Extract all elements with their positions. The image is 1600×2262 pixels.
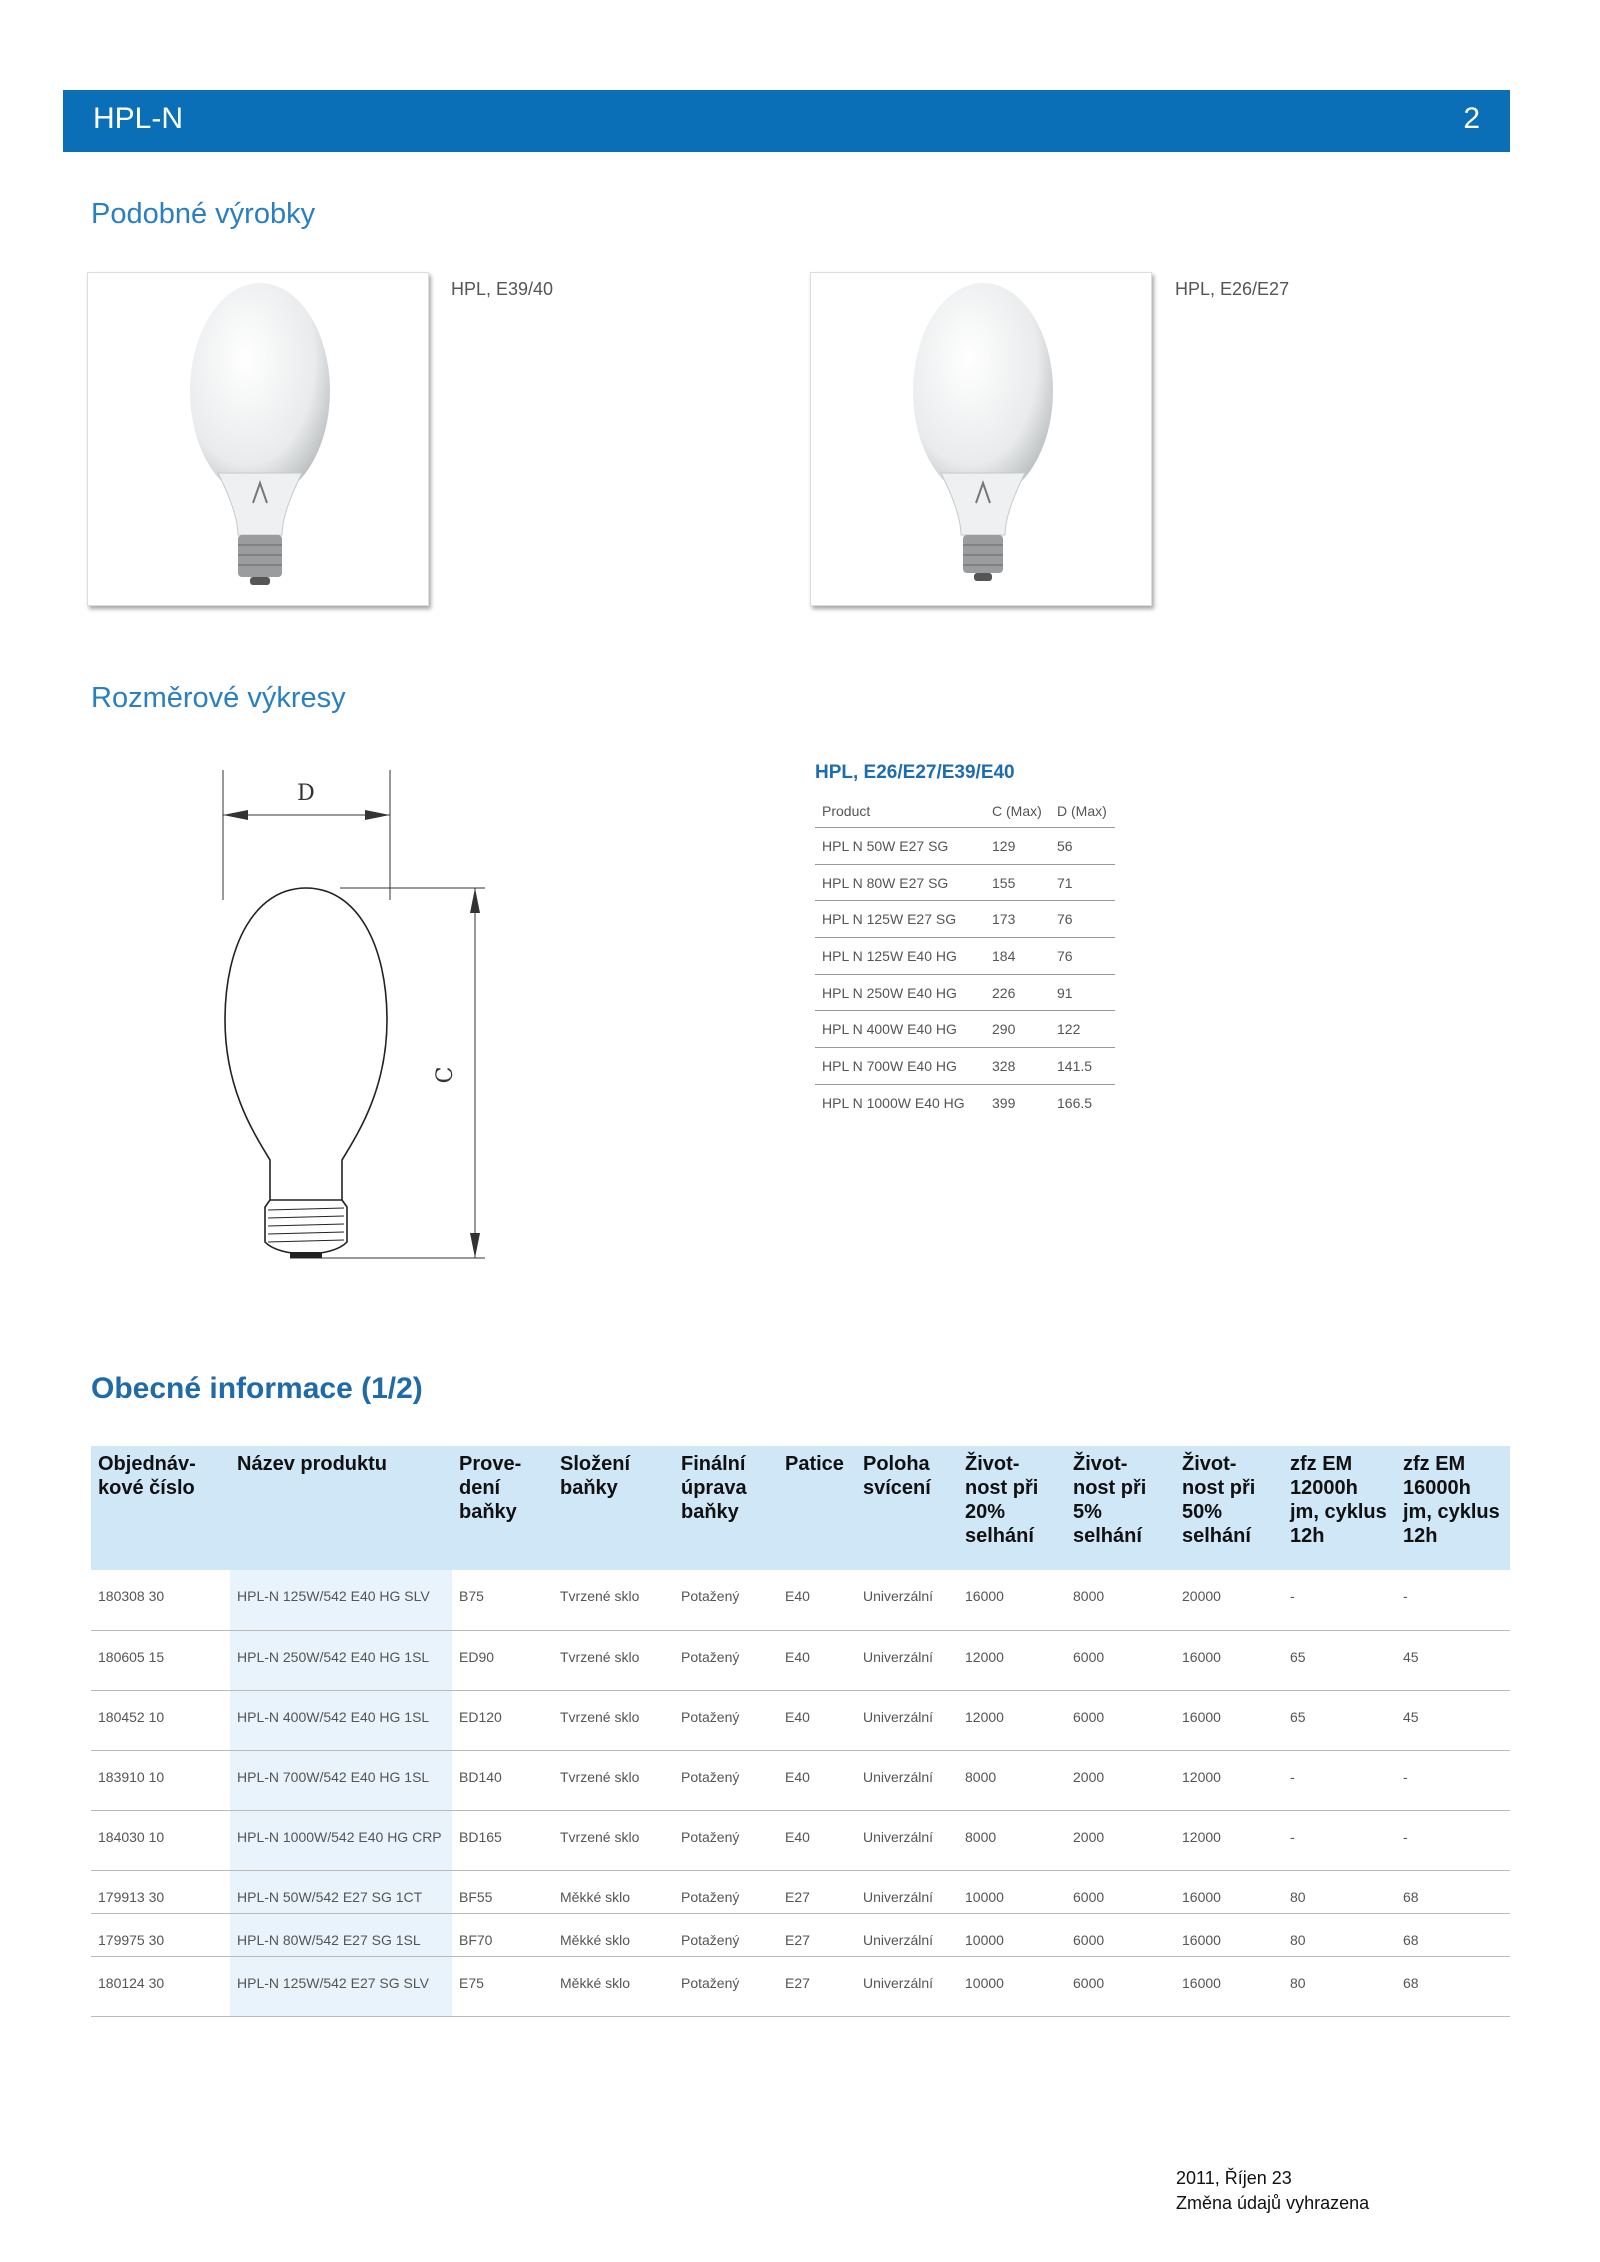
cell: 2000 [1066,1810,1175,1870]
cell: E27 [778,1956,856,2016]
cell: 180124 30 [91,1956,230,2016]
table-row [815,938,1115,975]
cell: Tvrzené sklo [553,1570,674,1630]
cell: 173 [985,901,1050,938]
cell: BF55 [452,1870,553,1913]
cell: 8000 [958,1750,1066,1810]
cell: Potažený [674,1913,778,1956]
drawings-title: Rozměrové výkresy [91,682,346,714]
cell: Tvrzené sklo [553,1810,674,1870]
cell: 45 [1396,1630,1510,1690]
cell: Univerzální [856,1570,958,1630]
cell: Potažený [674,1690,778,1750]
general-info-table [91,1446,1510,2017]
cell: 328 [985,1048,1050,1085]
dimension-drawing [200,770,500,1270]
general-info-title: Obecné informace (1/2) [91,1372,423,1405]
cell: Univerzální [856,1956,958,2016]
cell: HPL N 1000W E40 HG [822,1094,965,1111]
column-header: Složení baňky [553,1446,674,1570]
cell: 6000 [1066,1630,1175,1690]
product-image-1 [87,272,429,606]
cell: E40 [778,1690,856,1750]
cell: Univerzální [856,1870,958,1913]
cell: HPL N 125W E27 SG [815,901,985,938]
footer-date: 2011, Říjen 23 [1176,2168,1292,2188]
cell: HPL N 50W E27 SG [815,828,985,865]
cell: B75 [452,1570,553,1630]
cell: - [1283,1750,1396,1810]
label-c: C [433,1066,458,1084]
cell: Měkké sklo [553,1956,674,2016]
table-row [815,1011,1115,1048]
column-header: C (Max) [985,795,1050,828]
cell: HPL-N 50W/542 E27 SG 1CT [230,1870,452,1913]
cell: HPL N 80W E27 SG [815,864,985,901]
cell: Univerzální [856,1750,958,1810]
cell: 10000 [958,1870,1066,1913]
table-row [91,1750,1510,1810]
dimension-table-title: HPL, E26/E27/E39/E40 [815,762,1015,783]
table-row [91,1913,1510,1956]
cell: Potažený [674,1750,778,1810]
cell: 12000 [958,1690,1066,1750]
cell: HPL N 125W E40 HG [815,938,985,975]
cell: 155 [985,864,1050,901]
column-header: Objednáv-kové číslo [91,1446,230,1570]
cell: Univerzální [856,1690,958,1750]
cell: E40 [778,1630,856,1690]
table-row [91,1870,1510,1913]
cell: 68 [1396,1913,1510,1956]
cell: 290 [985,1011,1050,1048]
column-header: Název produktu [230,1446,452,1570]
cell: 56 [1050,828,1115,865]
table-row [91,1810,1510,1870]
cell: HPL-N 700W/542 E40 HG 1SL [230,1750,452,1810]
lamp-photo-icon [811,273,1151,605]
cell: 10000 [958,1913,1066,1956]
cell: HPL-N 1000W/542 E40 HG CRP [230,1810,452,1870]
cell: E27 [778,1870,856,1913]
cell: 68 [1396,1870,1510,1913]
page-number: 2 [1463,102,1480,135]
cell: 6000 [1066,1690,1175,1750]
cell: E40 [778,1570,856,1630]
similar-products-title: Podobné výrobky [91,198,316,230]
product-caption-2: HPL, E26/E27 [1175,279,1290,299]
cell: BD165 [452,1810,553,1870]
cell: 122 [1050,1011,1115,1048]
dimension-table [815,795,1115,1121]
cell: E40 [778,1810,856,1870]
column-header: Prove-dení baňky [452,1446,553,1570]
column-header: Product [815,795,985,828]
cell: 180605 15 [91,1630,230,1690]
cell: BD140 [452,1750,553,1810]
column-header: Finální úprava baňky [674,1446,778,1570]
table-row [91,1690,1510,1750]
column-header: D (Max) [1050,795,1115,828]
cell: E75 [452,1956,553,2016]
cell: HPL-N 125W/542 E27 SG SLV [230,1956,452,2016]
header-title: HPL-N [93,102,184,135]
table-row [815,1048,1115,1085]
cell: - [1396,1810,1510,1870]
header-bar [63,90,1510,152]
cell: HPL-N 125W/542 E40 HG SLV [230,1570,452,1630]
table-header-row [815,795,1115,828]
lamp-photo-icon [88,273,428,605]
cell: - [1283,1810,1396,1870]
cell: 65 [1283,1690,1396,1750]
cell: 45 [1396,1690,1510,1750]
cell: Univerzální [856,1913,958,1956]
table-row [91,1570,1510,1630]
column-header: zfz EM 16000h jm, cyklus 12h [1396,1446,1510,1570]
column-header: zfz EM 12000h jm, cyklus 12h [1283,1446,1396,1570]
cell: E40 [778,1750,856,1810]
cell: 16000 [958,1570,1066,1630]
table-row [815,901,1115,938]
product-caption-1: HPL, E39/40 [451,279,554,299]
cell: Potažený [674,1630,778,1690]
cell: 6000 [1066,1956,1175,2016]
cell: - [1283,1570,1396,1630]
cell: 80 [1283,1913,1396,1956]
cell: 179913 30 [91,1870,230,1913]
cell: 8000 [1066,1570,1175,1630]
cell: Univerzální [856,1630,958,1690]
cell: 16000 [1175,1913,1283,1956]
footer-disclaimer: Změna údajů vyhrazena [1176,2193,1370,2213]
cell: - [1396,1570,1510,1630]
cell: 68 [1396,1956,1510,2016]
cell: Tvrzené sklo [553,1630,674,1690]
cell: 80 [1283,1870,1396,1913]
cell: 12000 [958,1630,1066,1690]
cell: BF70 [452,1913,553,1956]
column-header: Poloha svícení [856,1446,958,1570]
cell: 76 [1050,901,1115,938]
cell: 91 [1050,974,1115,1011]
cell: 16000 [1175,1630,1283,1690]
cell: HPL N 700W E40 HG [815,1048,985,1085]
cell: 6000 [1066,1870,1175,1913]
cell: HPL N 250W E40 HG [815,974,985,1011]
cell: 180308 30 [91,1570,230,1630]
cell: 166.5 [1057,1094,1093,1111]
cell: 10000 [958,1956,1066,2016]
cell: 20000 [1175,1570,1283,1630]
cell: Potažený [674,1870,778,1913]
label-d: D [297,781,315,806]
cell: Měkké sklo [553,1913,674,1956]
cell: HPL-N 400W/542 E40 HG 1SL [230,1690,452,1750]
cell: Tvrzené sklo [553,1690,674,1750]
cell: 12000 [1175,1750,1283,1810]
cell: 80 [1283,1956,1396,2016]
cell: 16000 [1175,1870,1283,1913]
column-header: Život-nost při 20% selhání [958,1446,1066,1570]
cell: 71 [1050,864,1115,901]
column-header: Patice [778,1446,856,1570]
table-header-row [91,1446,1510,1570]
cell: 141.5 [1050,1048,1115,1085]
cell: - [1396,1750,1510,1810]
cell: Potažený [674,1956,778,2016]
column-header: Život-nost při 5% selhání [1066,1446,1175,1570]
cell: 8000 [958,1810,1066,1870]
cell: 16000 [1175,1690,1283,1750]
cell: 12000 [1175,1810,1283,1870]
cell: 184 [985,938,1050,975]
cell: Univerzální [856,1810,958,1870]
cell: E27 [778,1913,856,1956]
cell: 226 [985,974,1050,1011]
table-row [815,1084,1115,1120]
cell: 65 [1283,1630,1396,1690]
table-row [815,974,1115,1011]
table-row [815,864,1115,901]
cell: 183910 10 [91,1750,230,1810]
column-header: Život-nost při 50% selhání [1175,1446,1283,1570]
cell: HPL-N 250W/542 E40 HG 1SL [230,1630,452,1690]
cell: ED120 [452,1690,553,1750]
cell: 399 [992,1094,1016,1111]
cell: Potažený [674,1810,778,1870]
cell: ED90 [452,1630,553,1690]
cell: HPL N 400W E40 HG [815,1011,985,1048]
cell: 180452 10 [91,1690,230,1750]
cell: Potažený [674,1570,778,1630]
cell: 129 [985,828,1050,865]
cell: 184030 10 [91,1810,230,1870]
table-row [91,1956,1510,2016]
cell: 76 [1050,938,1115,975]
cell: 2000 [1066,1750,1175,1810]
cell: 179975 30 [91,1913,230,1956]
product-image-2 [810,272,1152,606]
table-row [91,1630,1510,1690]
cell: 6000 [1066,1913,1175,1956]
footer [1176,2166,1369,2216]
cell: Tvrzené sklo [553,1750,674,1810]
cell: HPL-N 80W/542 E27 SG 1SL [230,1913,452,1956]
cell: Měkké sklo [553,1870,674,1913]
table-row [815,828,1115,865]
cell: 16000 [1175,1956,1283,2016]
